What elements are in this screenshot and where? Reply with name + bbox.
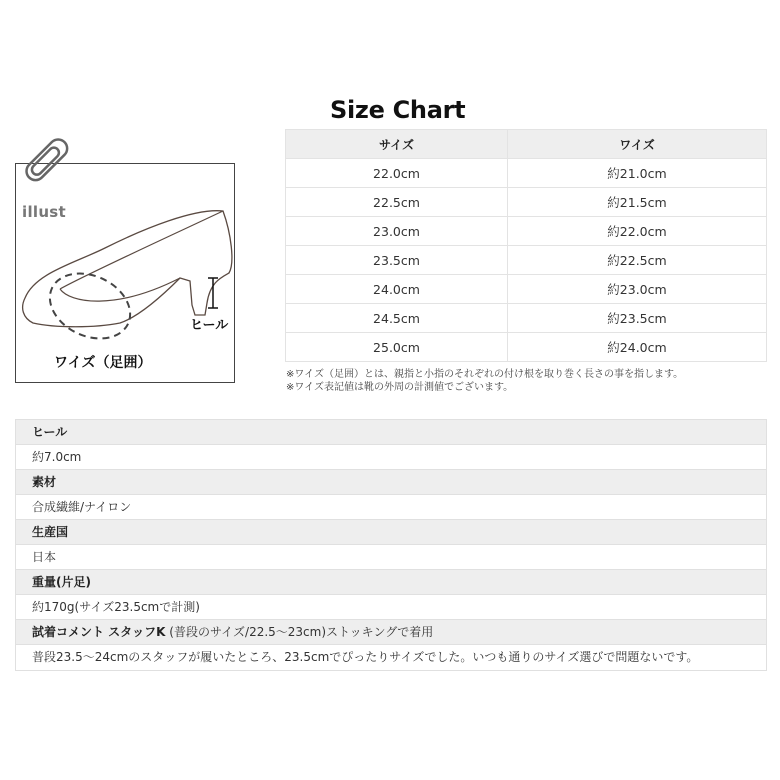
staff-comment-title: 試着コメント スタッフK: [32, 625, 166, 639]
column-header-width: ワイズ: [508, 130, 767, 159]
size-chart-table: [285, 129, 767, 362]
width-cell: 約21.0cm: [508, 159, 767, 188]
staff-comment-detail: (普段のサイズ/22.5～23cm)ストッキングで着用: [165, 625, 434, 639]
illust-label: illust: [22, 203, 67, 221]
table-row: [286, 188, 767, 217]
table-row: [286, 304, 767, 333]
column-header-size: サイズ: [286, 130, 508, 159]
spec-label-weight: 重量(片足): [16, 570, 766, 595]
table-header-row: [286, 130, 767, 159]
page-title: Size Chart: [330, 96, 466, 124]
spec-table: [15, 419, 767, 671]
shoe-illustration: [15, 163, 235, 383]
spec-label-country: 生産国: [16, 520, 766, 545]
size-cell: 22.0cm: [286, 159, 508, 188]
spec-value-weight: 約170g(サイズ23.5cmで計測): [16, 595, 766, 620]
size-cell: 24.5cm: [286, 304, 508, 333]
note-width-measurement: ※ワイズ表記値は靴の外周の計測値でございます。: [286, 382, 514, 393]
table-row: [286, 246, 767, 275]
table-row: [286, 333, 767, 362]
spec-value-material: 合成繊維/ナイロン: [16, 495, 766, 520]
width-cell: 約22.5cm: [508, 246, 767, 275]
width-cell: 約24.0cm: [508, 333, 767, 362]
table-row: [286, 217, 767, 246]
size-cell: 25.0cm: [286, 333, 508, 362]
note-width-definition: ※ワイズ（足囲）とは、親指と小指のそれぞれの付け根を取り巻く長さの事を指します。: [286, 369, 684, 380]
width-cell: 約23.5cm: [508, 304, 767, 333]
size-notes: [286, 368, 683, 394]
width-label: ワイズ（足囲）: [54, 355, 152, 371]
table-row: [286, 159, 767, 188]
size-cell: 23.0cm: [286, 217, 508, 246]
size-cell: 22.5cm: [286, 188, 508, 217]
spec-value-heel: 約7.0cm: [16, 445, 766, 470]
table-row: [286, 275, 767, 304]
spec-label-material: 素材: [16, 470, 766, 495]
spec-value-country: 日本: [16, 545, 766, 570]
size-cell: 24.0cm: [286, 275, 508, 304]
heel-label: ヒール: [190, 318, 229, 333]
spec-label-heel: ヒール: [16, 420, 766, 445]
width-cell: 約21.5cm: [508, 188, 767, 217]
width-cell: 約23.0cm: [508, 275, 767, 304]
size-cell: 23.5cm: [286, 246, 508, 275]
width-cell: 約22.0cm: [508, 217, 767, 246]
paperclip-icon: [16, 136, 72, 192]
spec-value-staff-comment: 普段23.5～24cmのスタッフが履いたところ、23.5cmでぴったりサイズでした。いつも通りのサイズ選びで問題ないです。: [16, 645, 766, 670]
spec-label-staff-comment: [16, 620, 766, 645]
